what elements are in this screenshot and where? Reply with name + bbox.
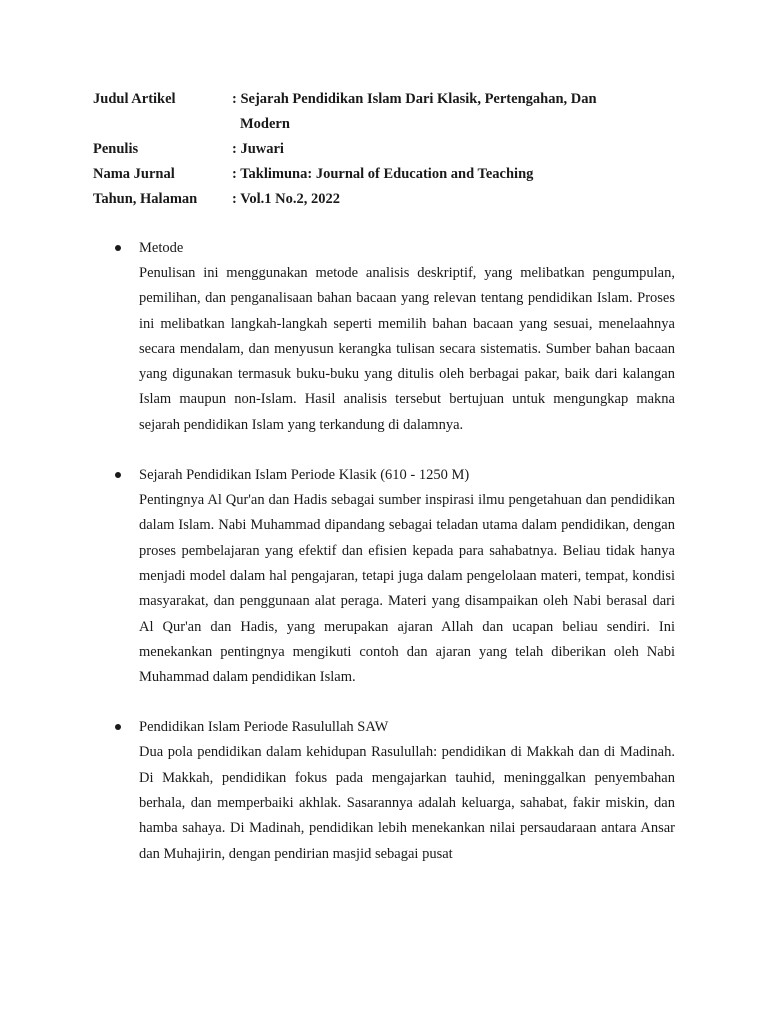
article-title-value: : Sejarah Pendidikan Islam Dari Klasik, Pertengahan, Dan [232,91,597,107]
meta-value [232,87,693,137]
bullet-icon [115,245,121,251]
meta-row-author [93,137,693,162]
section-body: Pentingnya Al Qur'an dan Hadis sebagai sumber inspirasi ilmu pengetahuan dan pendidikan dalam Islam. Nabi Muhammad dipandang sebagai teladan utama dalam pendidikan, dengan proses pembelajaran yang efektif dan efisien kepada para sahabatnya. Beliau tidak hanya menjadi model dalam hal pengajaran, tetapi juga dalam pengelolaan materi, tempat, kondisi masyarakat, dan penggunaan alat peraga. Materi yang disampaikan oleh Nabi berasal dari Al Qur'an dan Hadis, yang merupakan ajaran Allah dan ucapan beliau sendiri. Ini menekankan pentingnya mengikuti contoh dan ajaran yang telah diberikan oleh Nabi Muhammad dalam pendidikan Islam. [139,492,675,686]
section-body: Dua pola pendidikan dalam kehidupan Rasulullah: pendidikan di Makkah dan di Madinah. Di Makkah, pendidikan fokus pada mengajarkan tauhid, meninggalkan penyembahan berhala, dan memperbaiki akhlak. Sasarannya adalah keluarga, sahabat, fakir miskin, dan hamba sahaya. Di Madinah, pendidikan lebih menekankan nilai persaudaraan antara Ansar dan Muhajirin, dengan pendirian masjid sebagai pusat [139,744,675,862]
meta-label: Penulis [93,141,139,157]
meta-label: Nama Jurnal [93,166,175,182]
section-metode [93,236,675,438]
section-title: Pendidikan Islam Periode Rasulullah SAW [139,719,389,736]
year-pages-value: : Vol.1 No.2, 2022 [232,191,340,207]
article-title-continuation: Modern [240,116,290,132]
section-title: Sejarah Pendidikan Islam Periode Klasik (610 - 1250 M) [139,467,470,484]
meta-label: Tahun, Halaman [93,191,198,207]
section-title: Metode [139,240,184,256]
meta-row-year [93,187,693,212]
author-value: : Juwari [232,141,284,157]
bullet-icon [115,724,121,730]
section-body: Penulisan ini menggunakan metode analisis deskriptif, yang melibatkan pengumpulan, pemilihan, dan penganalisaan bahan bacaan yang relevan tentang pendidikan Islam. Proses ini melibatkan langkah-langkah seperti memilih bahan bacaan yang sesuai, menelaahnya secara mendalam, dan menyusun kerangka tulisan secara sistematis. Sumber bahan bacaan yang digunakan termasuk buku-buku yang ditulis oleh berbagai pakar, baik dari kalangan Islam maupun non-Islam. Hasil analisis tersebut bertujuan untuk mengungkap makna sejarah pendidikan Islam yang terkandung di dalamnya. [139,265,675,433]
section-periode-klasik [93,463,675,690]
bullet-icon [115,472,121,478]
meta-row-journal [93,162,693,187]
meta-row-title [93,87,693,137]
meta-label: Judul Artikel [93,91,176,107]
journal-value: : Taklimuna: Journal of Education and Teaching [232,166,534,182]
article-metadata [93,87,693,212]
content-sections [93,236,675,892]
section-periode-rasulullah [93,715,675,866]
